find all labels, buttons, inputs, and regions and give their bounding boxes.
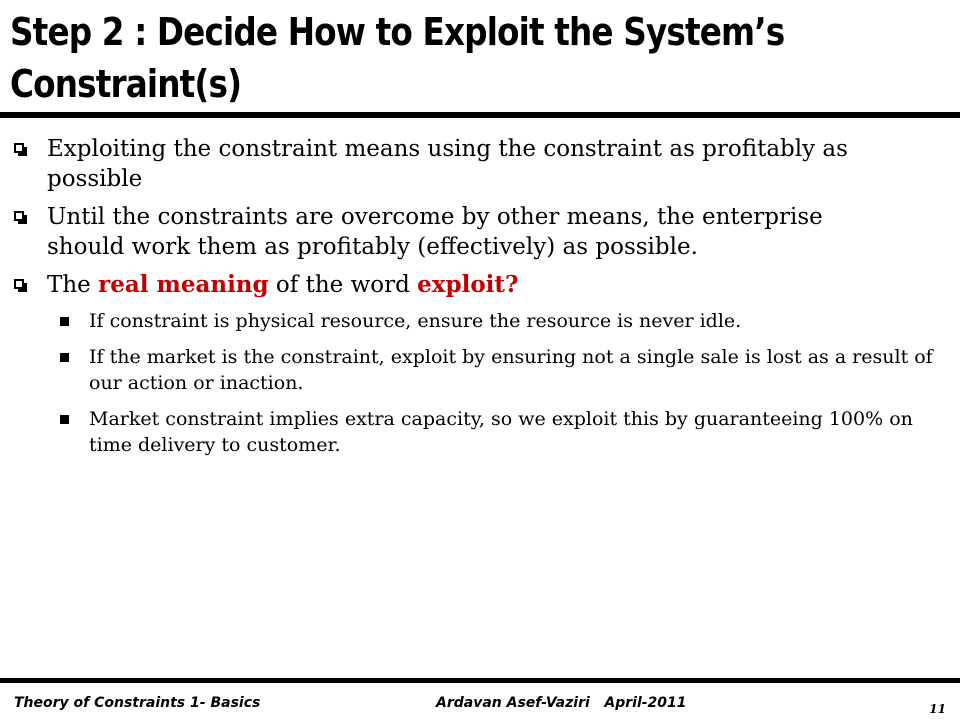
footer-course: Theory of Constraints 1- Basics — [14, 695, 261, 711]
bullet-text: Until the constraints are overcome by other means, the enterprise should work them as profitably (effectively) as possible. — [47, 204, 823, 260]
title-divider — [0, 112, 960, 118]
bullet-text: Exploiting the constraint means using the constraint as profitably as possible — [47, 136, 848, 192]
square-bullet-icon — [14, 279, 24, 289]
bullet-text-part: The — [47, 272, 99, 298]
bullet-item — [47, 134, 907, 194]
sub-bullet-item — [89, 406, 954, 458]
square-bullet-icon — [14, 211, 24, 221]
filled-square-bullet-icon — [60, 415, 69, 424]
bullet-text-part: of the word — [268, 272, 418, 298]
emphasis-exploit: exploit? — [417, 271, 519, 298]
sub-bullet-text: Market constraint implies extra capacity, so we exploit this by guaranteeing 100% on time delivery to customer. — [89, 408, 913, 456]
sub-bullet-item — [89, 308, 954, 334]
filled-square-bullet-icon — [60, 317, 69, 326]
slide-title — [10, 6, 818, 110]
footer-author-date: Ardavan Asef-Vaziri April-2011 — [436, 695, 687, 711]
sub-bullet-text: If the market is the constraint, exploit by ensuring not a single sale is lost as a result of our action or inaction. — [89, 346, 933, 394]
slide-title-line-1: Step 2 : Decide How to Exploit the System’s — [10, 10, 785, 54]
footer-divider — [0, 678, 960, 683]
page-number: 11 — [929, 702, 946, 716]
sub-bullet-text: If constraint is physical resource, ensure the resource is never idle. — [89, 310, 742, 332]
square-bullet-icon — [14, 143, 24, 153]
bullet-item — [47, 270, 907, 300]
slide-body — [0, 134, 960, 468]
sub-bullet-item — [89, 344, 954, 396]
filled-square-bullet-icon — [60, 353, 69, 362]
emphasis-real-meaning: real meaning — [98, 271, 269, 298]
bullet-item — [47, 202, 907, 262]
slide-title-line-2: Constraint(s) — [10, 62, 242, 106]
